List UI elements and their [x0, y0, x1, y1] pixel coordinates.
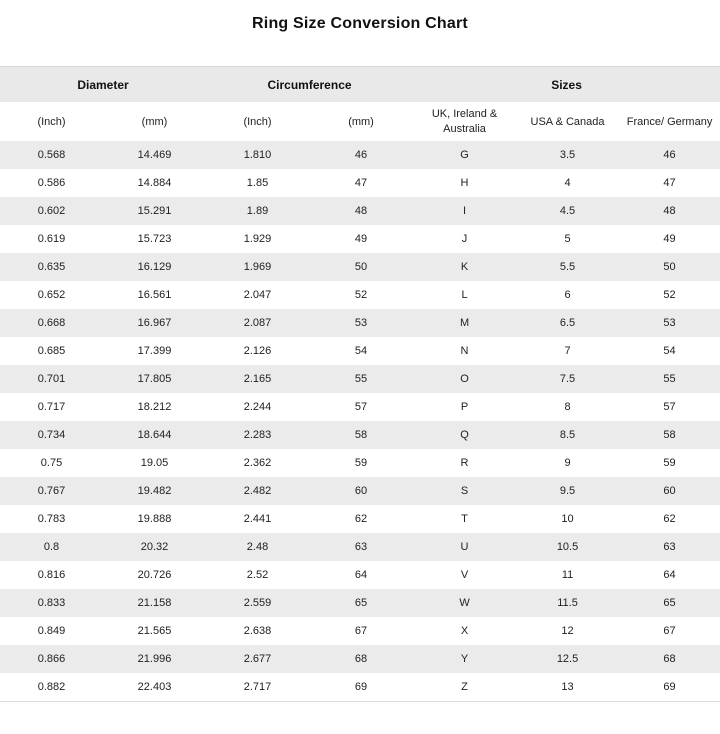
- table-cell: 62: [663, 513, 676, 526]
- table-cell: 2.362: [243, 457, 272, 470]
- table-cell: 0.602: [37, 205, 66, 218]
- table-cell: 12: [561, 625, 574, 638]
- table-row: [0, 505, 720, 533]
- table-cell: 19.482: [137, 485, 172, 498]
- table-cell: 55: [354, 373, 368, 386]
- group-header-sizes: Sizes: [413, 67, 720, 103]
- table-cell: 4: [564, 177, 571, 190]
- table-cell: 14.884: [137, 177, 172, 190]
- table-cell: M: [459, 317, 470, 330]
- table-cell: 60: [354, 485, 368, 498]
- table-cell: 19.888: [137, 513, 172, 526]
- table-cell: 52: [663, 289, 676, 302]
- table-cell: K: [460, 261, 469, 274]
- table-cell: 1.929: [243, 233, 272, 246]
- table-cell: 1.969: [243, 261, 272, 274]
- table-row: [0, 673, 720, 702]
- table-cell: 59: [663, 457, 676, 470]
- table-cell: 63: [354, 541, 368, 554]
- table-cell: 2.482: [243, 485, 272, 498]
- table-cell: 2.441: [243, 513, 272, 526]
- table-cell: 50: [663, 261, 676, 274]
- table-cell: 2.165: [243, 373, 272, 386]
- table-cell: 17.399: [137, 345, 172, 358]
- table-row: [0, 561, 720, 589]
- table-cell: 0.882: [37, 681, 66, 694]
- table-cell: 63: [663, 541, 676, 554]
- table-cell: 0.767: [37, 485, 66, 498]
- table-cell: 64: [354, 569, 368, 582]
- table-cell: 49: [663, 233, 676, 246]
- table-cell: U: [460, 541, 469, 554]
- table-cell: 0.635: [37, 261, 66, 274]
- table-cell: 2.244: [243, 401, 272, 414]
- table-cell: 49: [354, 233, 368, 246]
- table-cell: 8: [564, 401, 571, 414]
- table-cell: 57: [354, 401, 368, 414]
- table-cell: 57: [663, 401, 676, 414]
- table-cell: 68: [354, 653, 368, 666]
- table-cell: 58: [663, 429, 676, 442]
- table-cell: 69: [663, 681, 676, 694]
- table-cell: 2.677: [243, 653, 272, 666]
- table-row: [0, 617, 720, 645]
- table-row: [0, 421, 720, 449]
- table-row: [0, 253, 720, 281]
- table-cell: V: [460, 569, 469, 582]
- table-cell: 0.8: [43, 541, 60, 554]
- table-cell: 13: [561, 681, 574, 694]
- table-cell: 64: [663, 569, 676, 582]
- table-cell: 0.75: [40, 457, 63, 470]
- table-row: [0, 533, 720, 561]
- table-cell: 14.469: [137, 149, 172, 162]
- table-cell: 10.5: [556, 541, 579, 554]
- table-cell: Y: [460, 653, 469, 666]
- table-cell: 0.734: [37, 429, 66, 442]
- column-header-uk-ireland-australia: UK, Ireland & Australia: [413, 102, 516, 141]
- table-cell: 11.5: [557, 597, 578, 610]
- table-cell: 0.849: [37, 625, 66, 638]
- table-cell: 46: [354, 149, 368, 162]
- table-cell: 53: [354, 317, 368, 330]
- table-cell: 2.48: [246, 541, 269, 554]
- table-row: [0, 169, 720, 197]
- ring-size-table: [0, 66, 720, 702]
- table-cell: Q: [460, 429, 469, 442]
- table-row: [0, 337, 720, 365]
- table-cell: 2.638: [243, 625, 272, 638]
- table-cell: 2.087: [243, 317, 272, 330]
- table-cell: 62: [354, 513, 368, 526]
- column-header-diameter-mm: (mm): [103, 102, 206, 141]
- table-cell: 0.866: [37, 653, 66, 666]
- table-cell: 47: [663, 177, 676, 190]
- table-cell: 47: [354, 177, 368, 190]
- table-row: [0, 393, 720, 421]
- table-cell: 16.561: [137, 289, 172, 302]
- table-body: [0, 141, 720, 702]
- group-header-row: [0, 67, 720, 103]
- column-header-france-germany: France/ Germany: [619, 102, 720, 141]
- table-cell: 18.644: [137, 429, 172, 442]
- page-title: Ring Size Conversion Chart: [252, 15, 468, 32]
- table-row: [0, 449, 720, 477]
- table-cell: H: [460, 177, 469, 190]
- table-cell: 0.701: [37, 373, 66, 386]
- column-header-row: [0, 102, 720, 141]
- group-header-diameter: Diameter: [0, 67, 206, 103]
- table-cell: 20.32: [140, 541, 169, 554]
- table-cell: 60: [663, 485, 676, 498]
- table-cell: 2.047: [243, 289, 272, 302]
- table-cell: 21.158: [137, 597, 172, 610]
- table-cell: 1.85: [246, 177, 269, 190]
- table-row: [0, 477, 720, 505]
- table-cell: 2.126: [243, 345, 272, 358]
- table-cell: 0.619: [37, 233, 66, 246]
- table-cell: 0.816: [37, 569, 66, 582]
- table-cell: G: [460, 149, 469, 162]
- table-cell: 58: [354, 429, 368, 442]
- table-cell: 55: [663, 373, 676, 386]
- table-cell: 9.5: [559, 485, 576, 498]
- table-cell: 12.5: [556, 653, 579, 666]
- table-cell: 4.5: [559, 205, 576, 218]
- table-row: [0, 365, 720, 393]
- column-header-circumference-inch: (Inch): [206, 102, 309, 141]
- table-cell: R: [460, 457, 469, 470]
- table-cell: L: [461, 289, 468, 302]
- table-cell: 0.652: [37, 289, 66, 302]
- table-cell: 1.89: [246, 205, 269, 218]
- table-row: [0, 281, 720, 309]
- table-row: [0, 197, 720, 225]
- table-cell: 46: [663, 149, 676, 162]
- table-cell: 54: [354, 345, 368, 358]
- table-cell: 10: [561, 513, 574, 526]
- table-cell: 0.685: [37, 345, 66, 358]
- column-header-usa-canada: USA & Canada: [516, 102, 619, 141]
- table-cell: 9: [564, 457, 571, 470]
- table-row: [0, 309, 720, 337]
- table-cell: 16.129: [137, 261, 172, 274]
- table-cell: O: [460, 373, 469, 386]
- table-cell: 8.5: [559, 429, 576, 442]
- table-cell: 2.52: [246, 569, 269, 582]
- table-cell: 18.212: [137, 401, 172, 414]
- table-cell: S: [460, 485, 469, 498]
- table-cell: 21.565: [137, 625, 172, 638]
- table-cell: 2.717: [243, 681, 272, 694]
- table-cell: 0.668: [37, 317, 66, 330]
- table-cell: 15.291: [137, 205, 172, 218]
- table-cell: 0.783: [37, 513, 66, 526]
- table-cell: I: [463, 205, 467, 218]
- table-cell: 11: [561, 569, 574, 582]
- table-cell: 15.723: [137, 233, 172, 246]
- table-cell: 1.810: [243, 149, 272, 162]
- table-cell: P: [460, 401, 469, 414]
- table-row: [0, 225, 720, 253]
- table-cell: N: [460, 345, 469, 358]
- table-cell: 5: [564, 233, 571, 246]
- table-cell: 52: [354, 289, 368, 302]
- table-row: [0, 589, 720, 617]
- table-cell: 0.717: [37, 401, 66, 414]
- table-cell: 68: [663, 653, 676, 666]
- column-header-diameter-inch: (Inch): [0, 102, 103, 141]
- table-cell: X: [460, 625, 469, 638]
- table-cell: 67: [354, 625, 368, 638]
- table-cell: 48: [354, 205, 368, 218]
- table-cell: 7: [564, 345, 571, 358]
- table-cell: 6.5: [559, 317, 576, 330]
- table-cell: 3.5: [559, 149, 576, 162]
- table-cell: 50: [354, 261, 368, 274]
- table-cell: 2.283: [243, 429, 272, 442]
- table-cell: Z: [461, 681, 468, 694]
- column-header-circumference-mm: (mm): [309, 102, 413, 141]
- table-cell: 20.726: [137, 569, 172, 582]
- table-cell: 17.805: [137, 373, 172, 386]
- table-cell: 53: [663, 317, 676, 330]
- table-cell: 54: [663, 345, 676, 358]
- table-row: [0, 141, 720, 169]
- table-cell: 21.996: [137, 653, 172, 666]
- table-cell: 67: [663, 625, 676, 638]
- page: [0, 14, 720, 702]
- table-row: [0, 645, 720, 673]
- table-cell: J: [461, 233, 468, 246]
- table-cell: 22.403: [137, 681, 172, 694]
- table-cell: 0.833: [37, 597, 66, 610]
- table-cell: 5.5: [559, 261, 576, 274]
- table-cell: 0.586: [37, 177, 66, 190]
- table-cell: 2.559: [243, 597, 272, 610]
- table-cell: 65: [663, 597, 676, 610]
- table-cell: 6: [564, 289, 571, 302]
- table-cell: 16.967: [137, 317, 172, 330]
- table-cell: W: [459, 597, 470, 610]
- table-cell: 7.5: [559, 373, 576, 386]
- table-cell: 48: [663, 205, 676, 218]
- table-cell: 59: [354, 457, 368, 470]
- table-cell: 19.05: [140, 457, 169, 470]
- table-cell: T: [461, 513, 468, 526]
- group-header-circumference: Circumference: [206, 67, 413, 103]
- table-cell: 65: [354, 597, 368, 610]
- table-cell: 0.568: [37, 149, 66, 162]
- table-cell: 69: [354, 681, 368, 694]
